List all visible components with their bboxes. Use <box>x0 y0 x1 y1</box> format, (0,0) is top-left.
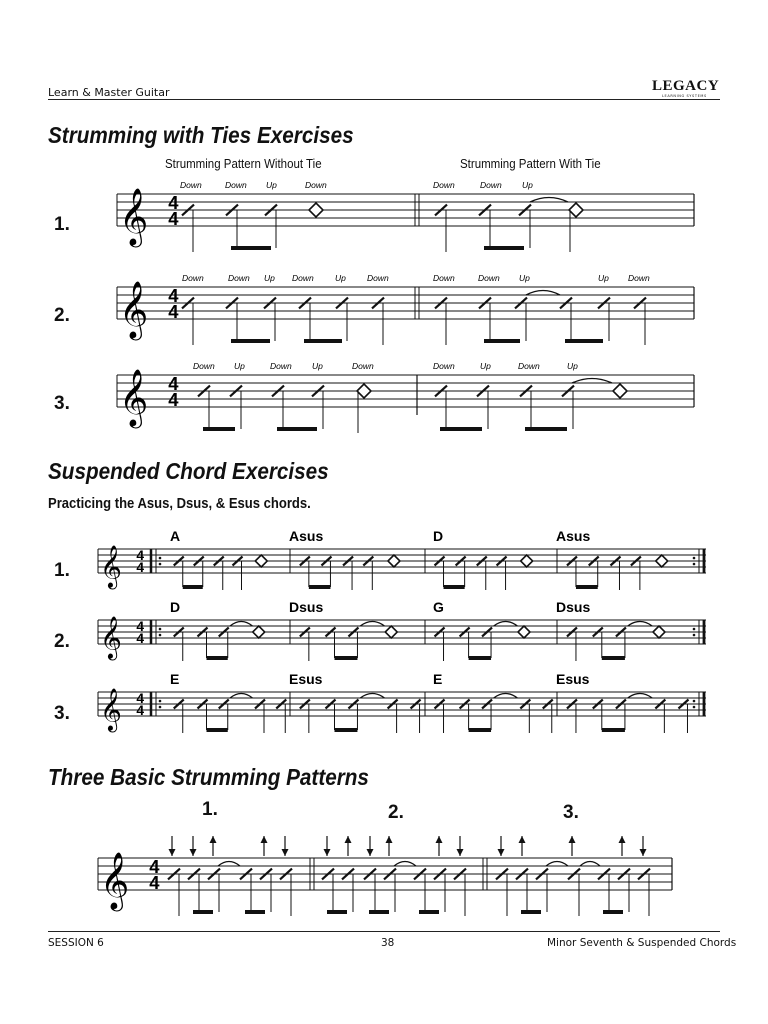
beam <box>231 339 270 343</box>
strum-label: Down <box>193 361 215 371</box>
pattern-number: 2. <box>388 802 404 823</box>
repeat-dot <box>159 628 162 631</box>
beam <box>525 427 567 431</box>
time-signature-bottom: 4 <box>149 872 160 893</box>
chord-symbol: E <box>433 671 443 687</box>
pattern-number: 1. <box>202 799 218 820</box>
up-arrow-icon <box>519 836 526 843</box>
strum-label: Up <box>335 273 346 283</box>
beam <box>484 339 520 343</box>
repeat-dot <box>159 634 162 637</box>
strum-label: Down <box>478 273 500 283</box>
half-note-slash <box>309 203 323 217</box>
time-signature-bottom: 4 <box>136 703 145 718</box>
time-signature-top: 4 <box>149 856 160 877</box>
half-note-slash <box>388 555 400 567</box>
strum-label: Down <box>628 273 650 283</box>
beam <box>369 910 389 914</box>
tie <box>628 622 652 627</box>
strum-label: Up <box>266 180 277 190</box>
chord-symbol: E <box>170 671 180 687</box>
chord-symbol: D <box>170 599 181 615</box>
tie <box>494 622 518 627</box>
sus-row-number: 2. <box>54 631 70 652</box>
beam <box>419 910 439 914</box>
repeat-dot <box>159 563 162 566</box>
strum-label: Up <box>519 273 530 283</box>
down-arrow-icon <box>640 849 647 856</box>
strum-label: Down <box>292 273 314 283</box>
strum-label: Down <box>270 361 292 371</box>
up-arrow-icon <box>386 836 393 843</box>
beam <box>603 910 623 914</box>
strum-label: Up <box>522 180 533 190</box>
time-signature-bottom: 4 <box>136 560 145 575</box>
half-note-slash <box>521 555 533 567</box>
beam <box>327 910 347 914</box>
logo-subtext: LEARNING SYSTEMS <box>662 94 707 98</box>
tie <box>230 622 253 627</box>
beam <box>245 910 265 914</box>
tie <box>218 862 240 867</box>
strum-label: Down <box>433 273 455 283</box>
strum-label: Down <box>305 180 327 190</box>
time-signature-bottom: 4 <box>168 208 179 229</box>
beam <box>521 910 541 914</box>
strum-label: Down <box>352 361 374 371</box>
treble-clef: 𝄞 <box>119 368 149 427</box>
up-arrow-icon <box>345 836 352 843</box>
beam <box>444 585 465 589</box>
half-note-slash <box>385 626 397 638</box>
treble-clef: 𝄞 <box>119 187 149 246</box>
beam <box>309 585 331 589</box>
tie <box>628 694 652 699</box>
time-signature-top: 4 <box>136 548 145 563</box>
tie <box>530 198 568 203</box>
half-note-slash <box>569 203 583 217</box>
strum-label: Down <box>433 361 455 371</box>
chord-symbol: Dsus <box>556 599 591 615</box>
down-arrow-icon <box>498 849 505 856</box>
strum-label: Up <box>567 361 578 371</box>
beam <box>484 246 524 250</box>
pattern-label-without-tie: Strumming Pattern Without Tie <box>165 157 322 171</box>
half-note-slash <box>255 555 267 567</box>
tie <box>230 694 253 699</box>
beam <box>565 339 603 343</box>
tie <box>360 622 384 627</box>
treble-clef: 𝄞 <box>119 280 149 339</box>
ties-row-number: 1. <box>54 214 70 235</box>
tie <box>546 862 568 867</box>
down-arrow-icon <box>457 849 464 856</box>
repeat-dot <box>159 557 162 560</box>
sus-row-number: 3. <box>54 703 70 724</box>
beam <box>231 246 271 250</box>
beam <box>602 656 625 660</box>
tie <box>394 862 416 867</box>
footer-rule <box>48 931 720 932</box>
down-arrow-icon <box>324 849 331 856</box>
ties-row-number: 3. <box>54 393 70 414</box>
repeat-dot <box>693 557 696 560</box>
half-note-slash <box>656 555 668 567</box>
time-signature-top: 4 <box>136 691 145 706</box>
up-arrow-icon <box>436 836 443 843</box>
tie <box>494 694 518 699</box>
time-signature-bottom: 4 <box>136 631 145 646</box>
treble-clef: 𝄞 <box>100 851 130 910</box>
treble-clef: 𝄞 <box>100 686 122 731</box>
time-signature-top: 4 <box>168 192 179 213</box>
time-signature-top: 4 <box>168 285 179 306</box>
tie <box>572 379 612 384</box>
beam <box>183 585 203 589</box>
strum-label: Up <box>264 273 275 283</box>
strum-label: Up <box>234 361 245 371</box>
beam <box>203 427 235 431</box>
strum-label: Down <box>518 361 540 371</box>
half-note-slash <box>613 384 627 398</box>
section-title-suspended: Suspended Chord Exercises <box>48 458 329 484</box>
time-signature-top: 4 <box>136 619 145 634</box>
chord-symbol: Asus <box>556 528 591 544</box>
up-arrow-icon <box>210 836 217 843</box>
strum-label: Down <box>225 180 247 190</box>
strum-label: Down <box>480 180 502 190</box>
repeat-dot <box>693 700 696 703</box>
down-arrow-icon <box>190 849 197 856</box>
chord-symbol: Esus <box>289 671 323 687</box>
strum-label: Down <box>182 273 204 283</box>
beam <box>576 585 598 589</box>
half-note-slash <box>253 626 265 638</box>
book-title: Learn & Master Guitar <box>48 86 170 99</box>
section-subtitle-suspended: Practicing the Asus, Dsus, & Esus chords. <box>48 496 311 512</box>
repeat-dot <box>693 706 696 709</box>
tie <box>360 694 384 699</box>
strum-label: Up <box>312 361 323 371</box>
footer-session: SESSION 6 <box>48 937 104 949</box>
half-note-slash <box>653 626 665 638</box>
repeat-dot <box>159 706 162 709</box>
down-arrow-icon <box>367 849 374 856</box>
strum-label: Down <box>180 180 202 190</box>
time-signature-bottom: 4 <box>168 389 179 410</box>
chord-symbol: Asus <box>289 528 324 544</box>
tie <box>580 862 600 867</box>
half-note-slash <box>518 626 530 638</box>
pattern-number: 3. <box>563 802 579 823</box>
chord-symbol: D <box>433 528 444 544</box>
section-title-basic: Three Basic Strumming Patterns <box>48 764 369 790</box>
beam <box>207 656 228 660</box>
repeat-dot <box>693 628 696 631</box>
chord-symbol: G <box>433 599 444 615</box>
ties-row-number: 2. <box>54 305 70 326</box>
logo-word: LEGACY <box>652 78 720 94</box>
strum-label: Down <box>228 273 250 283</box>
up-arrow-icon <box>619 836 626 843</box>
beam <box>304 339 342 343</box>
beam <box>469 656 491 660</box>
half-note-slash <box>357 384 371 398</box>
up-arrow-icon <box>569 836 576 843</box>
pattern-label-with-tie: Strumming Pattern With Tie <box>460 157 601 171</box>
repeat-dot <box>159 700 162 703</box>
sus-row-number: 1. <box>54 560 70 581</box>
chord-symbol: Dsus <box>289 599 324 615</box>
up-arrow-icon <box>261 836 268 843</box>
beam <box>440 427 482 431</box>
beam <box>602 728 625 732</box>
beam <box>335 728 358 732</box>
down-arrow-icon <box>282 849 289 856</box>
treble-clef: 𝄞 <box>100 543 122 588</box>
time-signature-bottom: 4 <box>168 301 179 322</box>
section-title-ties: Strumming with Ties Exercises <box>48 122 354 148</box>
down-arrow-icon <box>169 849 176 856</box>
beam <box>469 728 491 732</box>
footer-page-number: 38 <box>381 937 395 949</box>
beam <box>207 728 228 732</box>
chord-symbol: A <box>170 528 181 544</box>
strum-label: Up <box>480 361 491 371</box>
repeat-dot <box>693 634 696 637</box>
beam <box>193 910 213 914</box>
footer-chapter: Minor Seventh & Suspended Chords <box>547 937 737 949</box>
time-signature-top: 4 <box>168 373 179 394</box>
treble-clef: 𝄞 <box>100 614 122 659</box>
chord-symbol: Esus <box>556 671 590 687</box>
tie <box>526 291 560 296</box>
strum-label: Down <box>433 180 455 190</box>
beam <box>277 427 317 431</box>
beam <box>335 656 358 660</box>
repeat-dot <box>693 563 696 566</box>
strum-label: Down <box>367 273 389 283</box>
strum-label: Up <box>598 273 609 283</box>
